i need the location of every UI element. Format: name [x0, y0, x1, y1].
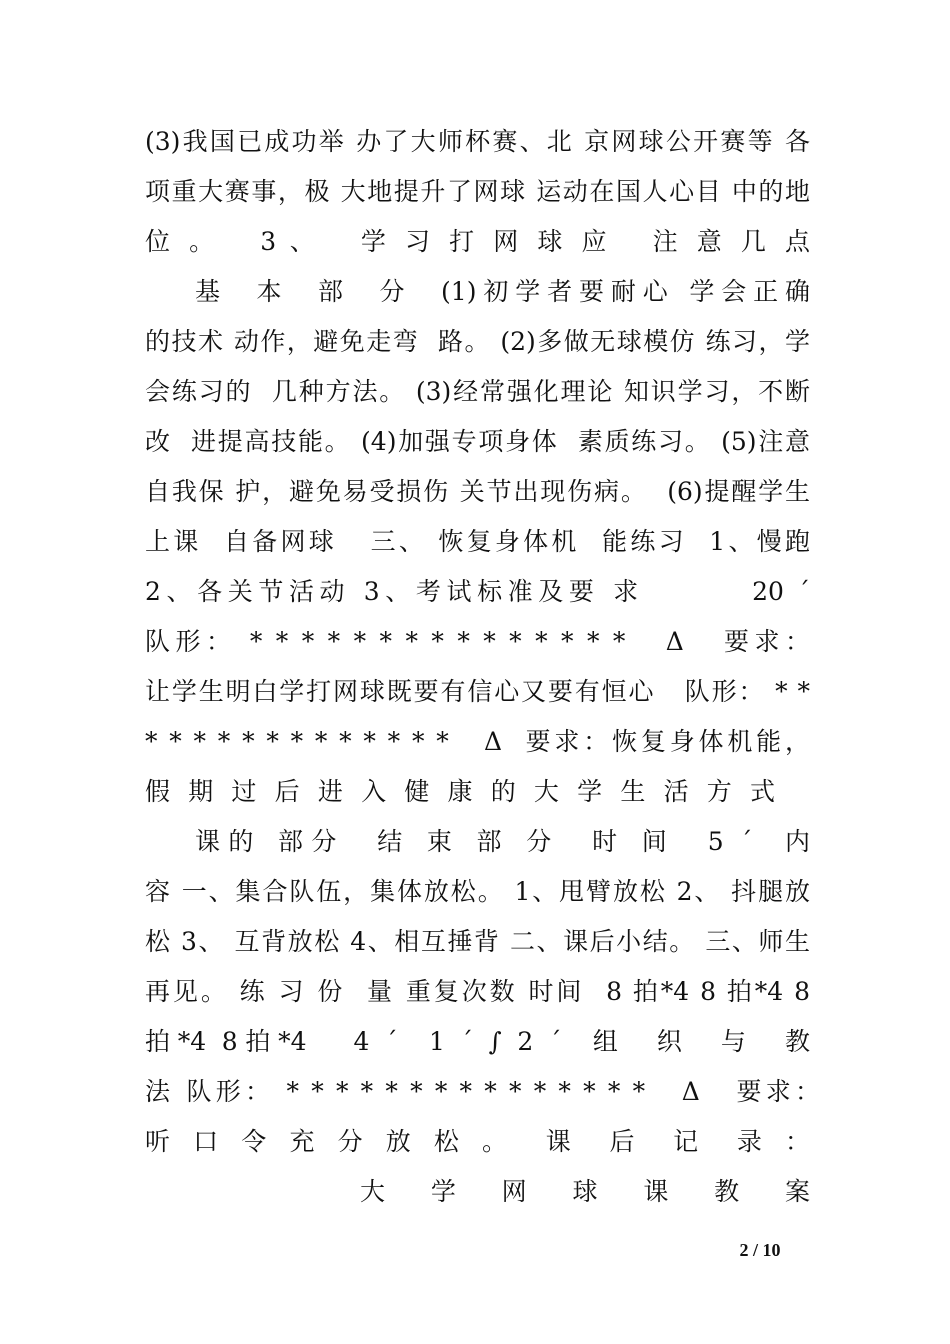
page-number: 2 / 10 — [739, 1240, 781, 1260]
text-line: (3)我国已成功举 办了大师杯赛、北 京网球公开赛等 各 — [145, 127, 810, 156]
text-line: 假 期 过 后 进 入 健 康 的 大 学 生 活 方 式 — [145, 777, 775, 806]
text-line: 改 进提高技能。 (4)加强专项身体 素质练习。 (5)注意 — [145, 427, 810, 456]
text-line: 松 3、 互背放松 4、相互捶背 二、课后小结。 三、师生 — [145, 927, 810, 956]
text-line: 让学生明白学打网球既要有信心又要有恒心 队形： * * — [145, 677, 810, 706]
text-line: 容 一、集合队伍，集体放松。 1、甩臂放松 2、 抖腿放 — [145, 877, 810, 906]
document-title: 大 学 网 球 课 教 案 — [360, 1177, 810, 1206]
text-line: 拍*4 8拍*4 4 ´ 1 ´ ∫ 2 ´ 组 织 与 教 — [145, 1027, 810, 1056]
text-line: 听 口 令 充 分 放 松 。 课 后 记 录 ： — [145, 1127, 810, 1156]
text-line: 上课 自备网球 三、 恢复身体机 能练习 1、慢跑 — [145, 527, 810, 556]
text-line: 再见。 练 习 份 量 重复次数 时间 8 拍*4 8 拍*4 8 — [145, 977, 810, 1006]
text-line: 法 队形： * * * * * * * * * * * * * * * Δ 要求： — [145, 1077, 820, 1106]
text-line: 的技术 动作，避免走弯 路。 (2)多做无球模仿 练习，学 — [145, 327, 810, 356]
text-line: * * * * * * * * * * * * * Δ 要求：恢复身体机能， — [145, 727, 810, 756]
text-line: 位 。 3 、 学 习 打 网 球 应 注 意 几 点 — [145, 227, 810, 256]
text-line: 项重大赛事，极 大地提升了网球 运动在国人心目 中的地 — [145, 177, 810, 206]
text-line: 基 本 部 分 (1)初学者要耐心 学会正确 — [195, 277, 810, 306]
text-line: 2、各关节活动 3、考试标准及要 求 20 ´ — [145, 577, 810, 606]
text-line: 会练习的 几种方法。 (3)经常强化理论 知识学习，不断 — [145, 377, 810, 406]
text-line: 课的 部分 结 束 部 分 时 间 5 ´ 内 — [195, 827, 810, 856]
text-line: 自我保 护，避免易受损伤 关节出现伤病。 (6)提醒学生 — [145, 477, 810, 506]
text-line: 队形： * * * * * * * * * * * * * * * Δ 要求： — [145, 627, 810, 656]
